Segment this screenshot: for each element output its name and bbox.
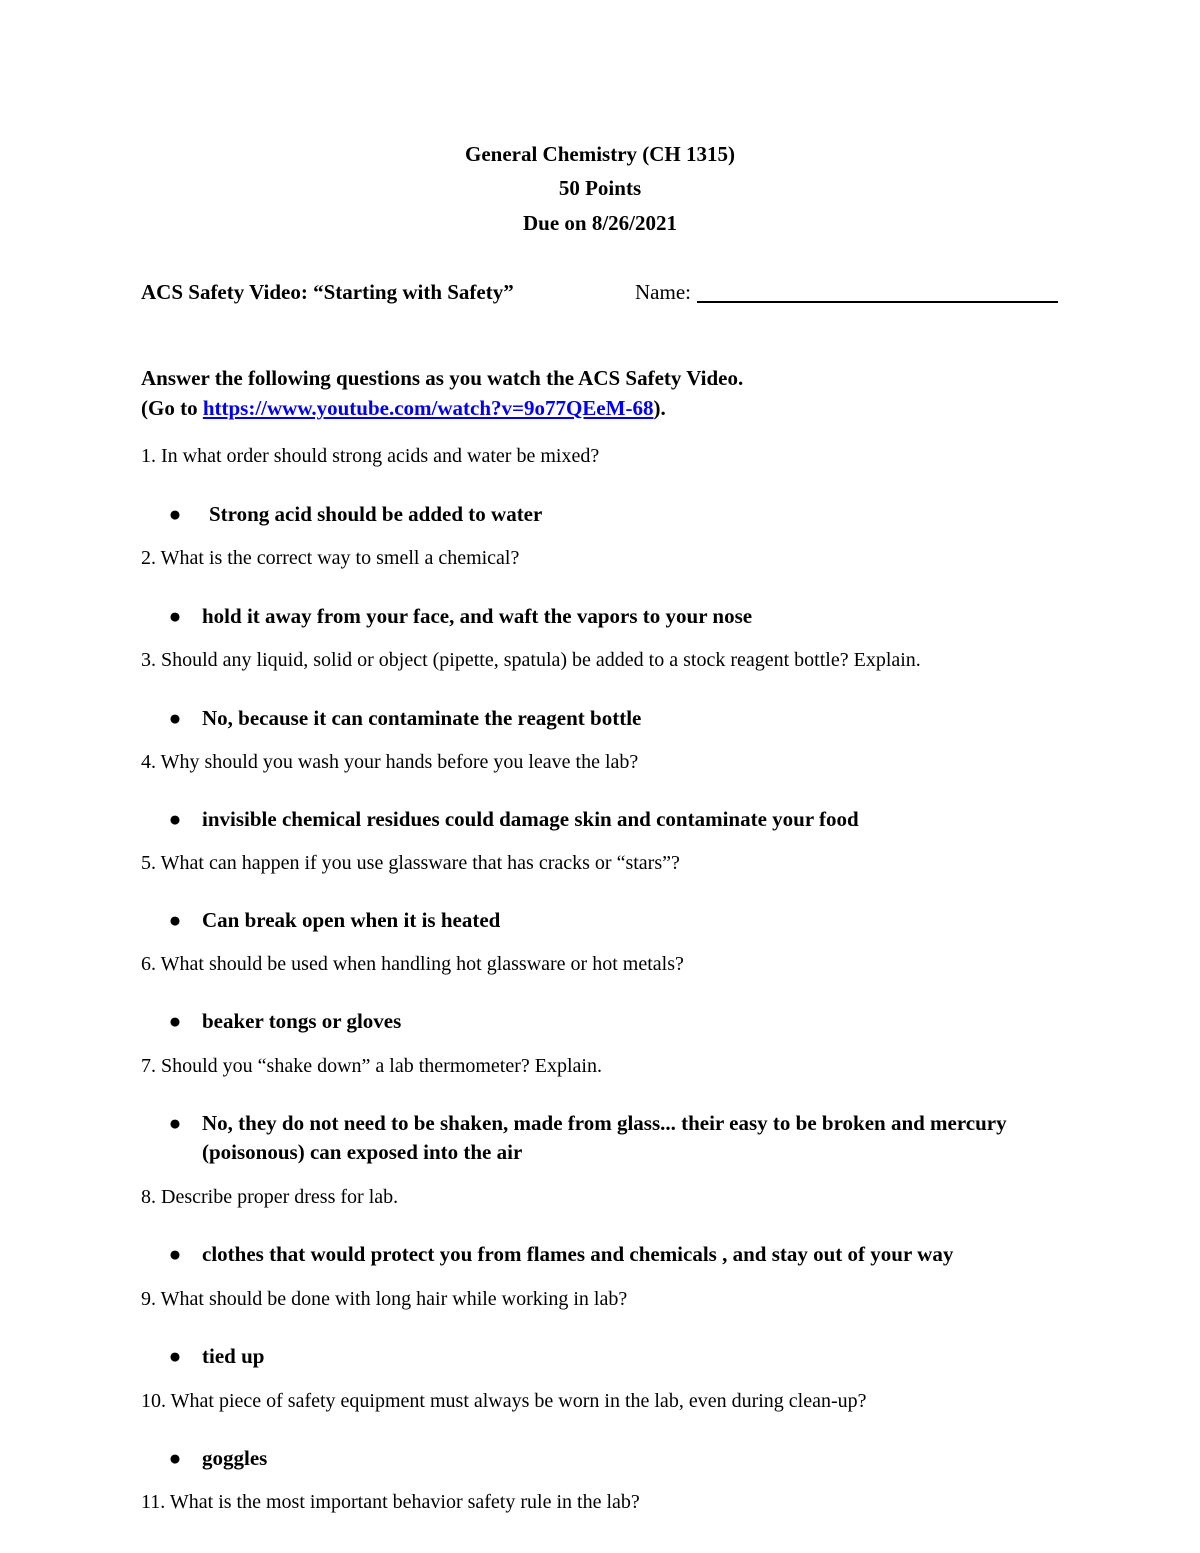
bullet-icon: ● bbox=[168, 1242, 182, 1266]
question-10: 10. What piece of safety equipment must always be worn in the lab, even during clean-up? bbox=[141, 1390, 867, 1412]
answer-1 bbox=[168, 500, 1068, 529]
answer-text: beaker tongs or gloves bbox=[202, 1009, 402, 1033]
bullet-icon: ● bbox=[168, 1344, 182, 1368]
go-to-suffix: ). bbox=[653, 396, 666, 420]
instructions-line: Answer the following questions as you watch the ACS Safety Video. bbox=[141, 366, 744, 390]
question-3: 3. Should any liquid, solid or object (pipette, spatula) be added to a stock reagent bottle? Explain. bbox=[141, 649, 921, 671]
bullet-icon: ● bbox=[168, 1111, 182, 1135]
answer-9 bbox=[168, 1342, 1068, 1371]
points-line: 50 Points bbox=[558, 176, 642, 200]
go-to-prefix: (Go to bbox=[141, 396, 203, 420]
bullet-icon: ● bbox=[168, 502, 182, 526]
question-7: 7. Should you “shake down” a lab thermometer? Explain. bbox=[141, 1055, 602, 1077]
question-8: 8. Describe proper dress for lab. bbox=[141, 1186, 399, 1208]
instructions bbox=[141, 363, 1071, 423]
answer-text: goggles bbox=[202, 1446, 268, 1470]
answer-8 bbox=[168, 1240, 1068, 1269]
question-11: 11. What is the most important behavior safety rule in the lab? bbox=[141, 1491, 640, 1513]
answer-2 bbox=[168, 602, 1068, 631]
answer-text: Can break open when it is heated bbox=[202, 908, 501, 932]
answer-text: hold it away from your face, and waft the vapors to your nose bbox=[202, 604, 753, 628]
instructions-link-line bbox=[141, 393, 1071, 423]
question-1: 1. In what order should strong acids and water be mixed? bbox=[141, 445, 600, 467]
answer-5 bbox=[168, 906, 1068, 935]
answer-text: No, because it can contaminate the reagent bottle bbox=[202, 706, 642, 730]
answer-10 bbox=[168, 1444, 1068, 1473]
answer-4 bbox=[168, 805, 1068, 834]
answer-text: invisible chemical residues could damage skin and contaminate your food bbox=[202, 807, 859, 831]
due-date: Due on 8/26/2021 bbox=[522, 211, 677, 235]
bullet-icon: ● bbox=[168, 807, 182, 831]
question-6: 6. What should be used when handling hot glassware or hot metals? bbox=[141, 953, 684, 975]
question-5: 5. What can happen if you use glassware that has cracks or “stars”? bbox=[141, 852, 680, 874]
answer-6 bbox=[168, 1007, 1068, 1036]
video-name-row bbox=[141, 279, 1071, 305]
video-link[interactable]: https://www.youtube.com/watch?v=9o77QEeM-68 bbox=[202, 396, 654, 420]
document-title: General Chemistry (CH 1315) bbox=[464, 142, 736, 166]
answer-7 bbox=[168, 1109, 1068, 1167]
bullet-icon: ● bbox=[168, 908, 182, 932]
answer-text: clothes that would protect you from flames and chemicals , and stay out of your way bbox=[202, 1242, 954, 1266]
video-title: ACS Safety Video: “Starting with Safety” bbox=[141, 280, 514, 304]
name-label: Name: bbox=[635, 280, 691, 304]
answer-3 bbox=[168, 704, 1068, 733]
answer-text: No, they do not need to be shaken, made from glass... their easy to be broken and mercury (poisonous) can exposed into the air bbox=[202, 1111, 1007, 1164]
bullet-icon: ● bbox=[168, 1446, 182, 1470]
question-4: 4. Why should you wash your hands before you leave the lab? bbox=[141, 751, 639, 773]
bullet-icon: ● bbox=[168, 706, 182, 730]
bullet-icon: ● bbox=[168, 1009, 182, 1033]
answer-text: tied up bbox=[202, 1344, 265, 1368]
question-2: 2. What is the correct way to smell a chemical? bbox=[141, 547, 520, 569]
name-blank-line[interactable] bbox=[697, 301, 1058, 303]
answer-text: Strong acid should be added to water bbox=[209, 502, 543, 526]
question-9: 9. What should be done with long hair while working in lab? bbox=[141, 1288, 628, 1310]
bullet-icon: ● bbox=[168, 604, 182, 628]
